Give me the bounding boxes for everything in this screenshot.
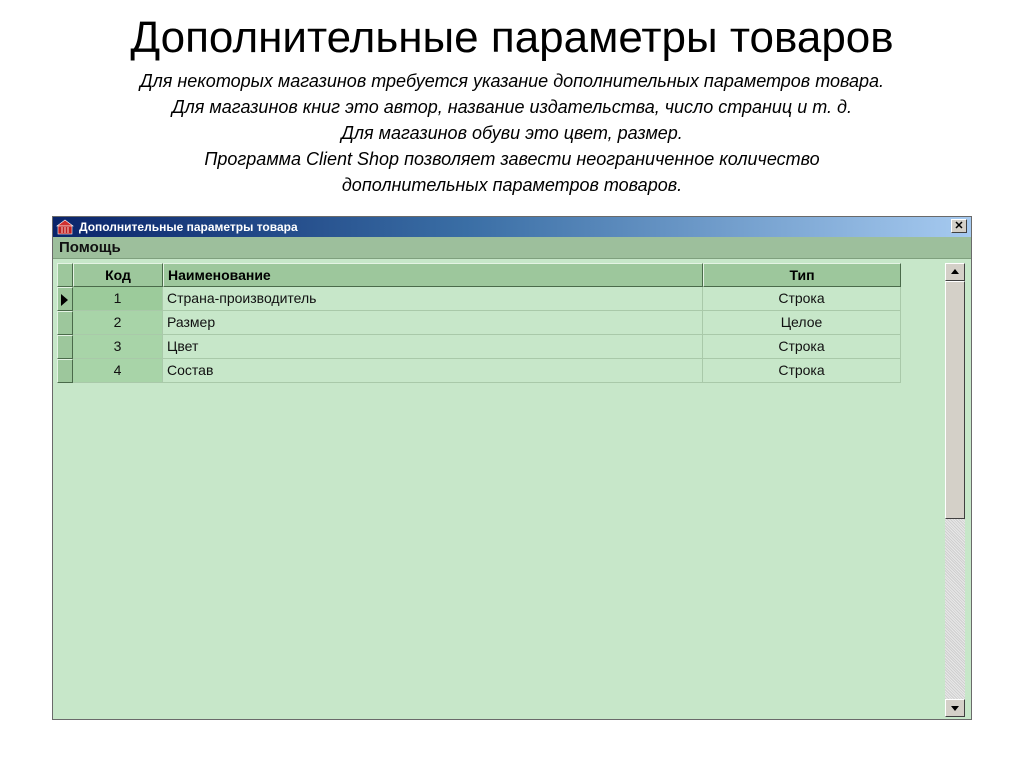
params-window	[52, 216, 972, 720]
scroll-down-button[interactable]	[945, 699, 965, 717]
cell-name[interactable]: Размер	[163, 311, 703, 335]
row-indicator[interactable]	[57, 359, 73, 383]
description-line: Программа Client Shop позволяет завести неограниченное количество	[204, 149, 820, 169]
cell-code[interactable]: 1	[73, 287, 163, 311]
description-line: дополнительных параметров товаров.	[341, 175, 683, 195]
cell-name[interactable]: Состав	[163, 359, 703, 383]
close-icon: ✕	[954, 220, 964, 232]
menubar	[53, 237, 971, 259]
header-indicator-cell	[57, 263, 73, 287]
cell-name[interactable]: Страна-производитель	[163, 287, 703, 311]
description-line: Для магазинов книг это автор, название издательства, число страниц и т. д.	[171, 97, 852, 117]
row-indicator[interactable]	[57, 287, 73, 311]
scroll-up-button[interactable]	[945, 263, 965, 281]
column-header-type[interactable]: Тип	[703, 263, 901, 287]
cell-name[interactable]: Цвет	[163, 335, 703, 359]
cell-code[interactable]: 3	[73, 335, 163, 359]
shop-basket-icon	[56, 219, 74, 235]
cell-type[interactable]: Целое	[703, 311, 901, 335]
description-line: Для некоторых магазинов требуется указание дополнительных параметров товара.	[139, 71, 885, 91]
cell-type[interactable]: Строка	[703, 335, 901, 359]
window-titlebar[interactable]	[53, 217, 971, 237]
close-button[interactable]	[951, 219, 967, 233]
cell-code[interactable]: 2	[73, 311, 163, 335]
vertical-scrollbar[interactable]	[945, 263, 965, 717]
description-line: Для магазинов обуви это цвет, размер.	[341, 123, 683, 143]
column-header-code[interactable]: Код	[73, 263, 163, 287]
arrow-down-icon	[951, 706, 959, 711]
window-title: Дополнительные параметры товара	[79, 220, 298, 234]
menu-help[interactable]: Помощь	[59, 239, 121, 256]
slide-title: Дополнительные параметры товаров	[130, 13, 894, 62]
current-row-arrow-icon	[61, 294, 68, 306]
cell-type[interactable]: Строка	[703, 287, 901, 311]
arrow-up-icon	[951, 269, 959, 274]
scroll-thumb[interactable]	[945, 281, 965, 519]
cell-type[interactable]: Строка	[703, 359, 901, 383]
row-indicator[interactable]	[57, 311, 73, 335]
column-header-name[interactable]: Наименование	[163, 263, 703, 287]
cell-code[interactable]: 4	[73, 359, 163, 383]
slide-description	[0, 68, 1024, 198]
row-indicator[interactable]	[57, 335, 73, 359]
